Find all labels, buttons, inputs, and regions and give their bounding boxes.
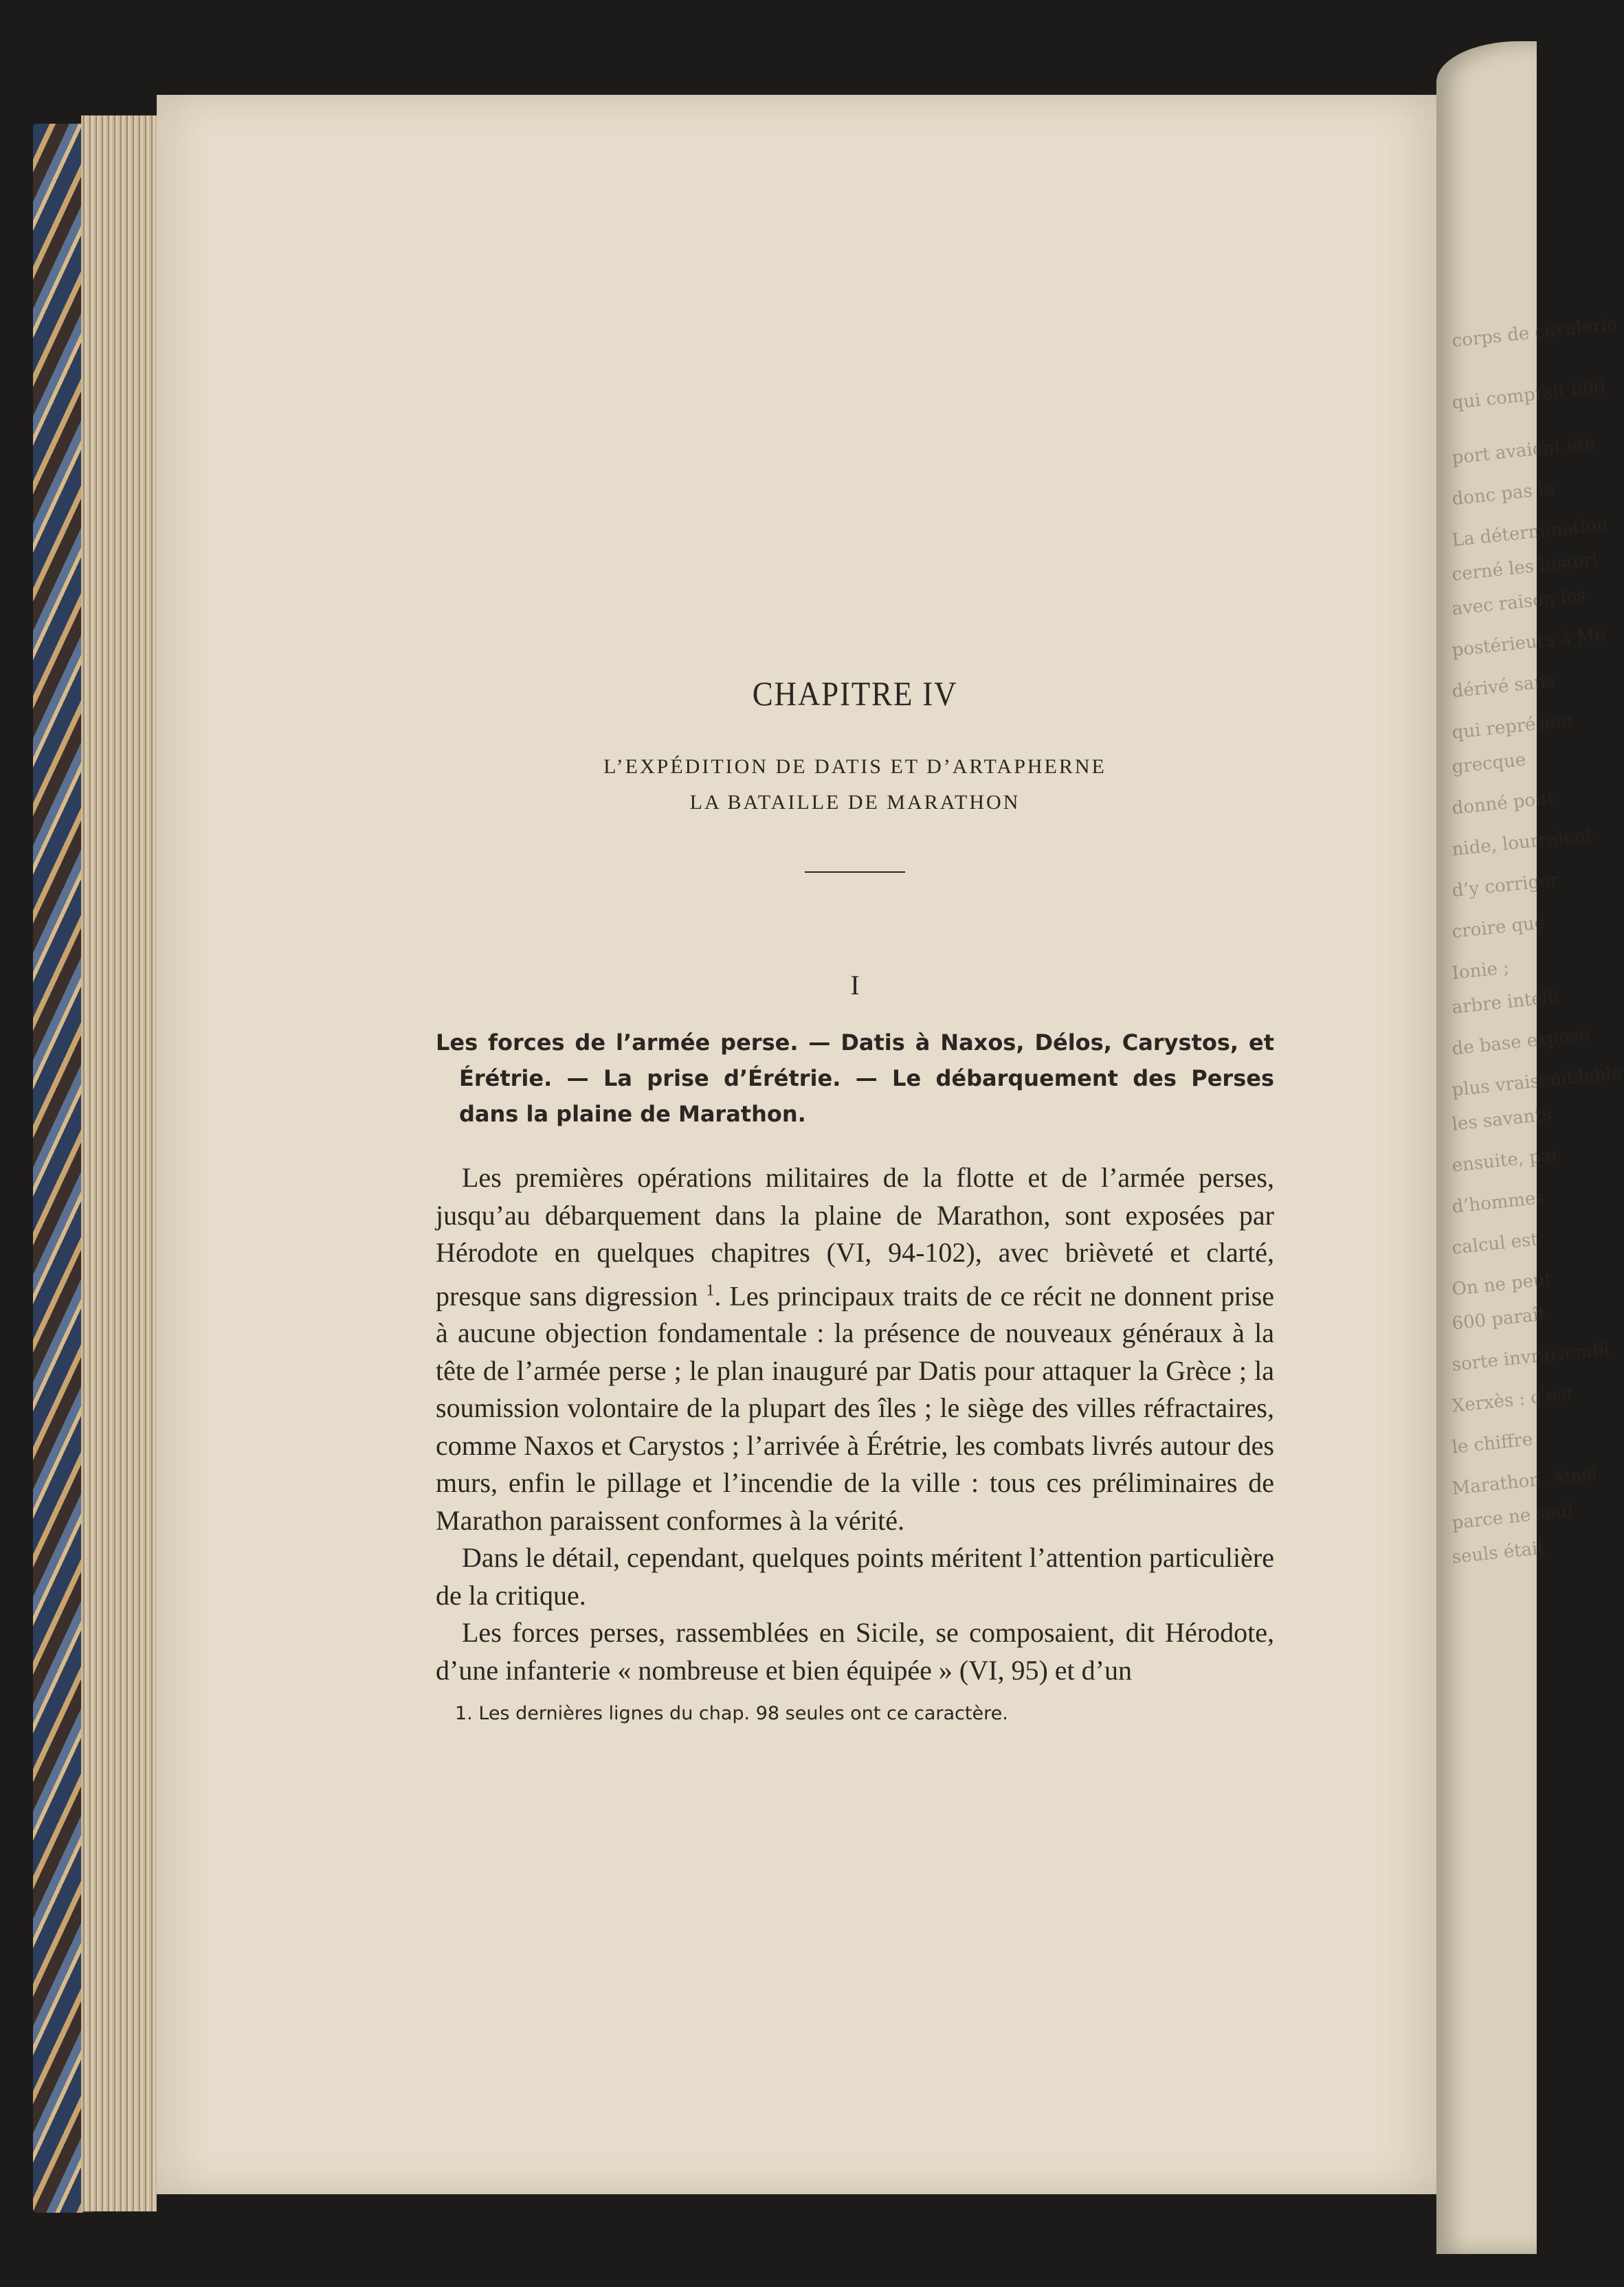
subtitle-line-2: LA BATAILLE DE MARATHON (689, 791, 1021, 814)
facing-line: parce ne seul (1451, 1500, 1575, 1534)
page-edges (81, 115, 157, 2211)
facing-line: La détermination (1451, 514, 1609, 551)
facing-line: sorte invraisembl (1451, 1338, 1611, 1376)
section-number: I (850, 970, 860, 1001)
footnote: 1. Les dernières lignes du chap. 98 seules ont ce caractère. (455, 1703, 1008, 1725)
facing-line: qui comptait 600 (1451, 377, 1607, 414)
facing-line: croire que (1451, 912, 1546, 943)
divider-rule (805, 871, 905, 873)
facing-line: On ne peut (1451, 1269, 1553, 1300)
facing-line: donné pour (1451, 788, 1557, 819)
facing-line: d’y corriger (1451, 869, 1560, 902)
paragraph-1-text-cont: . Les principaux traits de ce récit ne donnent prise à aucune objection fondamentale : la présence de nouveaux généraux à la tête de l’armée perse ; le plan inauguré par Datis pour attaquer la Grèce ; la soumission volontaire de la plupart des îles ; le siège des villes réfractaires, comme Naxos et Carystos ; l’arrivée à Érétrie, les combats livrés autour des murs, enfin le pillage et l’incendie de la ville : tous ces préliminaires de Marathon paraissent conformes à la vérité. (436, 1280, 1274, 1536)
facing-line: les savants (1451, 1104, 1553, 1135)
facing-line: nide, lourraient (1451, 825, 1594, 860)
facing-line: de base exposé (1451, 1024, 1590, 1060)
facing-line: Ionie ; (1451, 957, 1511, 984)
facing-line: cerné les histori (1451, 549, 1599, 585)
facing-line: arbre intelli (1451, 986, 1561, 1018)
facing-line: Marathon. Ainsi (1451, 1463, 1598, 1499)
facing-line: le chiffre (1451, 1429, 1534, 1458)
facing-line: calcul est (1451, 1229, 1539, 1259)
facing-line: grecque (1451, 749, 1527, 778)
footnote-ref: 1 (706, 1281, 715, 1299)
paragraph-1 (436, 1159, 1274, 1539)
subtitle-line-1: L’EXPÉDITION DE DATIS ET D’ARTAPHERNE (603, 755, 1106, 778)
facing-line: avec raison les (1451, 585, 1588, 620)
facing-line: seuls était (1451, 1537, 1546, 1568)
chapter-title: CHAPITRE IV (752, 674, 958, 713)
page-content (436, 646, 1274, 1724)
paragraph-1-text: Les premières opérations militaires de la flotte et de l’armée perses, jusqu’au débarquement dans la plaine de Marathon, sont exposées par Hérodote en quelques chapitres (VI, 94-102), avec brièveté et clarté, presque sans digression (436, 1162, 1274, 1311)
facing-line: donc pas le (1451, 478, 1555, 510)
facing-line: port avaient été (1451, 433, 1597, 469)
section-summary: Les forces de l’armée perse. — Datis à Naxos, Délos, Carystos, et Érétrie. — La prise d’Érétrie. — Le débarquement des Perses dans la plaine de Marathon. (436, 1029, 1274, 1127)
facing-line: qui représent (1451, 710, 1575, 744)
facing-line: 600 paraît (1451, 1304, 1547, 1335)
facing-line: corps de cavalerie (1451, 313, 1619, 352)
facing-line: plus vraisemblable (1451, 1062, 1623, 1101)
chapter-subtitle (436, 749, 1274, 821)
paragraph-3: Les forces perses, rassemblées en Sicile, se composaient, dit Hérodote, d’une infanterie « nombreuse et bien équipée » (VI, 95) et d’un (436, 1617, 1274, 1686)
facing-line: d’hommes (1451, 1187, 1546, 1218)
facing-line: ensuite, par (1451, 1144, 1561, 1176)
facing-line: Xerxès : c’est (1451, 1383, 1575, 1417)
facing-line: dérivé sans (1451, 671, 1556, 702)
facing-line: postérieurs à Mé (1451, 624, 1607, 661)
paragraph-2: Dans le détail, cependant, quelques points méritent l’attention particulière de la critique. (436, 1542, 1274, 1611)
